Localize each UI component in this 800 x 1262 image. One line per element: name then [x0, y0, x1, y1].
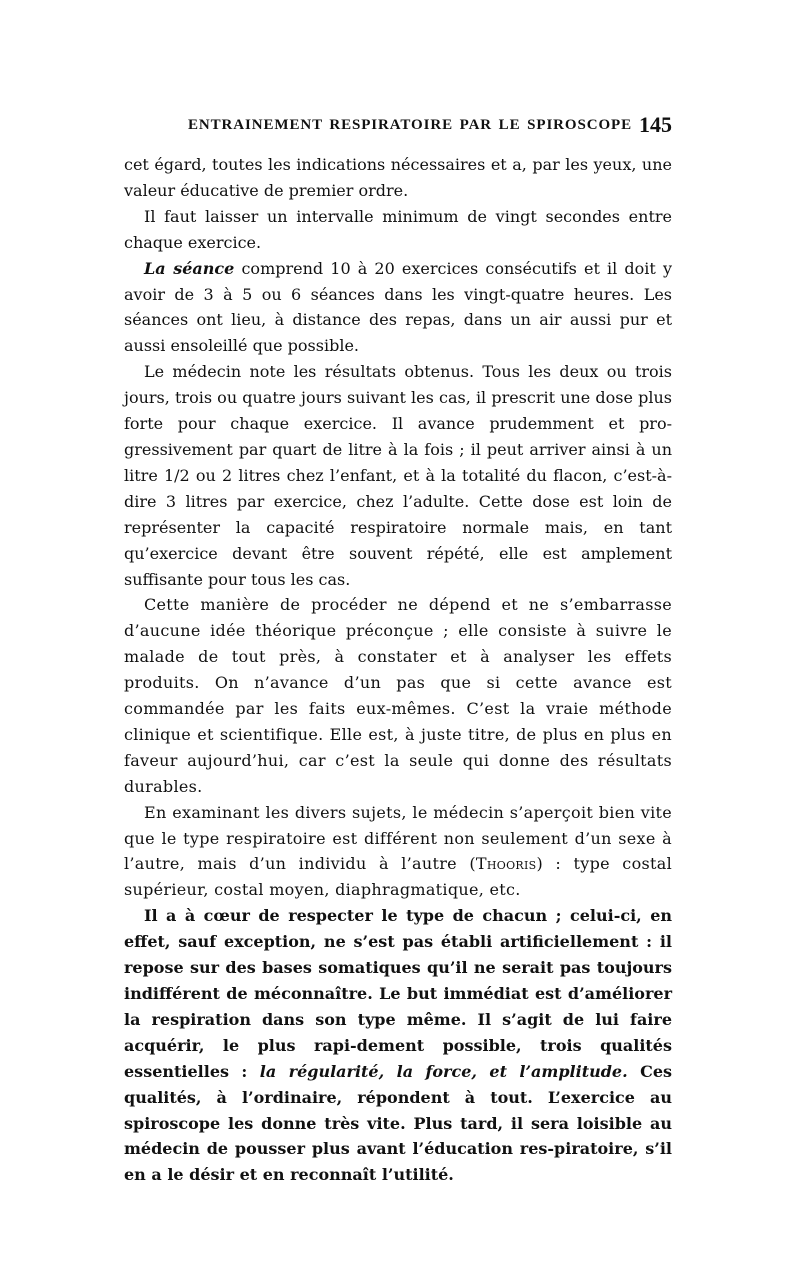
paragraph-text: En examinant les divers sujets, le médecin s’aperçoit bien vite que le type respiratoire est différent non seulement d’un sexe à l’autre, mais d’un individu à l’autre ( [124, 802, 672, 874]
paragraph-text: Il faut laisser un intervalle minimum de vingt secondes entre chaque exercice. [124, 206, 672, 252]
paragraph-text: Cette manière de procéder ne dépend et ne s’embarrasse d’aucune idée théorique préconçue ; elle consiste à suivre le malade de tout près, à constater et à analyser les effets produits. On n’avance d’un pas que si cette avance est commandée par les faits eux-mêmes. C’est la vraie méthode clinique et scientifique. Elle est, à juste titre, de plus en plus en faveur aujourd’hui, car c’est la seule qui donne des résultats durables. [124, 595, 672, 796]
paragraph [124, 800, 672, 904]
author-name: Thooris [475, 854, 537, 874]
paragraph [124, 204, 672, 256]
paragraph-text: cet égard, toutes les indications nécessaires et a, par les yeux, une valeur éducative de premier ordre. [124, 155, 672, 200]
paragraph-text: comprend 10 à 20 exercices consécutifs et il doit y avoir de 3 à 5 ou 6 séances dans les vingt-quatre heures. Les séances ont lieu, à distance des repas, dans un air aussi pur et aussi ensoleillé que possible. [124, 258, 673, 356]
running-head: ENTRAINEMENT RESPIRATOIRE PAR LE SPIROSCOPE [188, 117, 632, 133]
body-text [124, 152, 672, 1188]
paragraph [124, 256, 672, 360]
paragraph [124, 592, 672, 799]
page-number: 145 [639, 112, 672, 137]
paragraph-text: Ces qualités, à l’ordinaire, répondent à tout. L’exercice au spiroscope les donne très vite. Plus tard, il sera loisible au médecin de pousser plus avant l’éducation res-piratoire, s’il en a le désir et en reconnaît l’utilité. [124, 1061, 673, 1185]
emphasis-text: La séance [144, 258, 235, 278]
paragraph-text: Le médecin note les résultats obtenus. Tous les deux ou trois jours, trois ou quatre jours suivant les cas, il prescrit une dose plus forte pour chaque exercice. Il avance prudemment et pro-gressivement par quart de litre à la fois ; il peut arriver ainsi à un litre 1/2 ou 2 litres chez l’enfant, et à la totalité du flacon, c’est-à-dire 3 litres par exercice, chez l’adulte. Cette dose est loin de représenter la capacité respiratoire normale mais, en tant qu’exercice devant être souvent répété, elle est amplement suffisante pour tous les cas. [124, 362, 672, 589]
paragraph [124, 359, 672, 592]
paragraph-text: Il a à cœur de respecter le type de chacun ; celui-ci, en effet, sauf exception, ne s’est pas établi artificiellement : il repose sur des bases somatiques qu’il ne serait pas toujours indifférent de méconnaître. Le but immédiat est d’améliorer la respiration dans son type même. Il s’agit de lui faire acquérir, le plus rapi-dement possible, trois qualités essentielles : [124, 906, 672, 1081]
paragraph-text: ) : type costal supérieur, costal moyen, diaphragmatique, etc. [124, 854, 673, 900]
paragraph [124, 903, 672, 1188]
page-header [124, 112, 672, 140]
paragraph [124, 152, 672, 204]
emphasis-text: la régularité, la force, et l’amplitude. [259, 1061, 628, 1081]
